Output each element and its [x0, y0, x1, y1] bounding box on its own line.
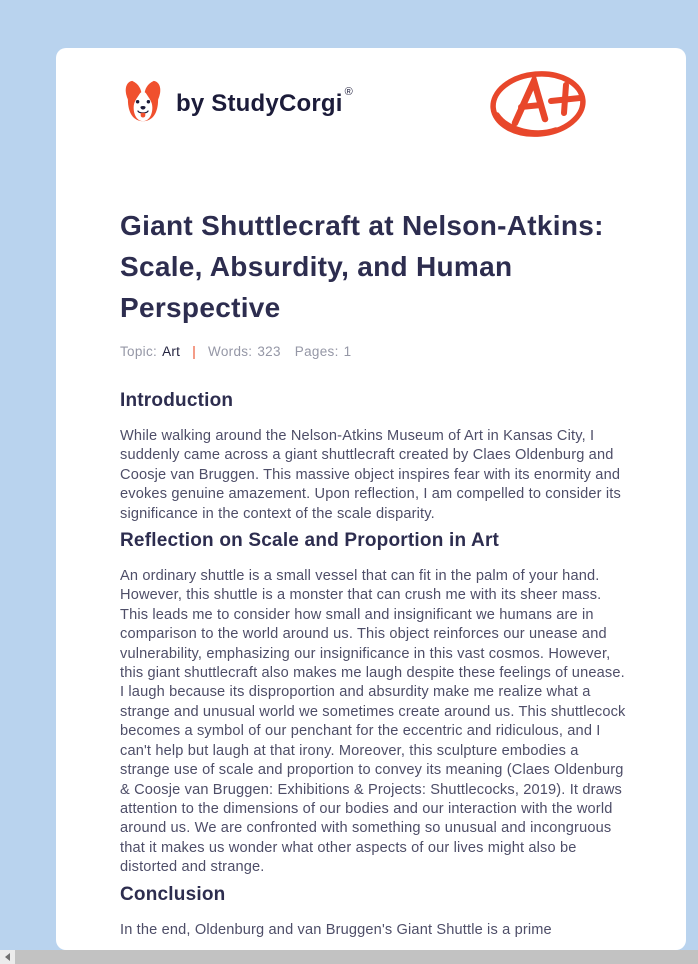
section-paragraph-reflection: An ordinary shuttle is a small vessel that can fit in the palm of your hand. However, this shuttle is a monster that can crush me with its sheer mass. This leads me to consider how small and insignificant we humans are in comparison to the world around us. This object reinforces our unease and vulnerability, emphasizing our insignificance in this vast cosmos. However, this giant shuttlecraft also makes me laugh despite these feelings of unease. I laugh because its disproportion and absurdity make me realize what a strange and unusual world we sometimes create around us. This shuttlecock becomes a symbol of our penchant for the eccentric and ridiculous, and I can't help but laugh at that irony. Moreover, this sculpture embodies a strange use of scale and proportion to convey its meaning (Claes Oldenburg & Coosje van Bruggen: Exhibitions & Projects: Shuttlecocks, 2019). It draws attention to the dimensions of our bodies and our interaction with the world around us. We are confronted with something so unusual and incongruous that it makes us wonder what other aspects of our lives might also be distorted and strange. — [120, 568, 626, 876]
scrollbar-thumb[interactable] — [15, 950, 698, 964]
logo-text: by StudyCorgi — [176, 89, 343, 117]
section-heading-conclusion: Conclusion — [120, 883, 226, 905]
scrollbar-left-arrow-icon — [5, 953, 10, 961]
pages-value: 1 — [343, 344, 352, 359]
registered-mark: ® — [344, 86, 353, 99]
topic-label: Topic: — [120, 344, 158, 359]
scrollbar-left-button[interactable] — [0, 950, 15, 964]
words-value: 323 — [257, 344, 281, 359]
topic-link[interactable]: Art — [162, 344, 181, 359]
meta-separator: | — [192, 344, 197, 359]
section-paragraph-introduction: While walking around the Nelson-Atkins Museum of Art in Kansas City, I suddenly came across a giant shuttlecraft created by Claes Oldenburg and Coosje van Bruggen. This massive object inspires fear with its enormity and evokes genuine amazement. Upon reflection, I am compelled to consider its significance in the context of the scale disparity. — [120, 428, 621, 522]
section-heading-introduction: Introduction — [120, 390, 234, 411]
pages-label: Pages: — [294, 344, 339, 359]
essay-meta — [120, 344, 630, 359]
grade-a-plus-stamp — [488, 67, 588, 146]
essay-card — [56, 48, 686, 950]
words-label: Words: — [208, 344, 253, 359]
grade-stamp-label — [588, 67, 589, 68]
horizontal-scrollbar[interactable] — [0, 950, 698, 964]
a-plus-stamp-icon — [488, 128, 588, 145]
corgi-icon — [120, 75, 166, 132]
essay-title: Giant Shuttlecraft at Nelson-Atkins: Scale, Absurdity, and Human Perspective — [120, 210, 604, 323]
header — [120, 75, 630, 165]
studycorgi-logo[interactable] — [120, 75, 351, 132]
section-paragraph-conclusion: In the end, Oldenburg and van Bruggen's Giant Shuttle is a prime — [120, 921, 552, 938]
section-heading-reflection: Reflection on Scale and Proportion in Art — [120, 530, 500, 552]
